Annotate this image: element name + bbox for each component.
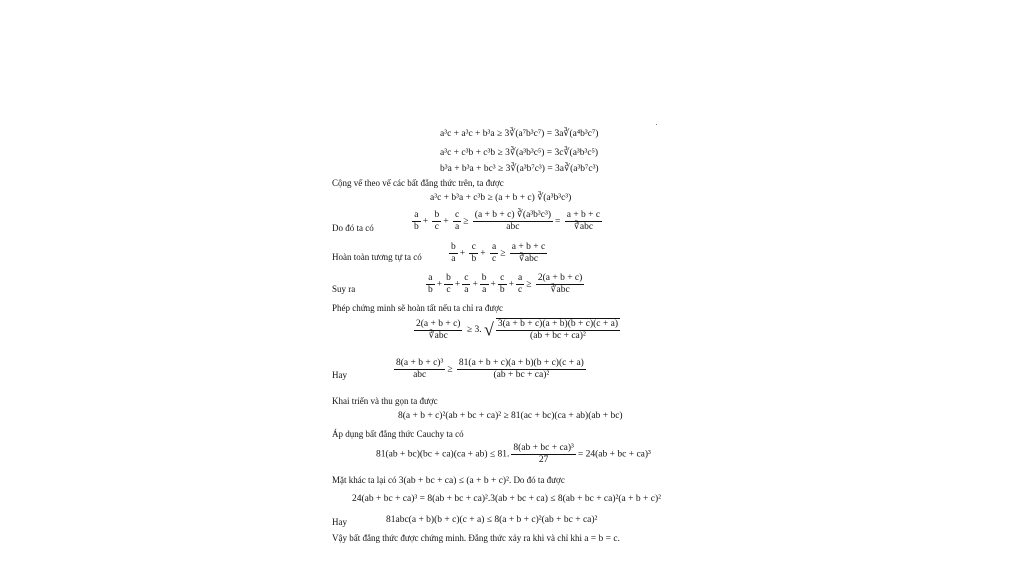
stray-dot [656, 124, 657, 125]
equation-do-do: $\frac{a}{b}$ + $\frac{b}{c}$ + $\frac{c}{a}$ ≥ $\frac{\text{(a + b + c) ∛(a³b³c³)}}{\text{abc}}$ = $\frac{a + b + c}{\text{∛abc}}$ [414, 210, 601, 232]
text-mat-khac: Mặt khác ta lại có 3(ab + bc + ca) ≤ (a + b + c)². Do đó ta được [332, 475, 565, 486]
fraction: $\frac{81(a + b + c)(a + b)(b + c)(c + a)}{\text{(ab + bc + ca)²}}$ [458, 358, 584, 380]
fraction: $\frac{b}{a}$ [451, 242, 456, 264]
equation-hay-2: 81abc(a + b)(b + c)(c + a) ≤ 8(a + b + c)²(ab + bc + ca)² [386, 515, 598, 525]
inequality-2: a³c + c³b + c³b ≥ 3∛(a³b³c⁵) = 3c∛(a³b³c⁵) [440, 148, 599, 158]
fraction: $\frac{a}{b}$ [428, 273, 433, 295]
text-do-do: Do đó ta có [332, 223, 374, 233]
fraction: $\frac{a + b + c}{\text{∛abc}}$ [511, 242, 546, 264]
text-suy-ra: Suy ra [332, 284, 356, 294]
fraction: $\frac{c}{b}$ [499, 273, 505, 295]
equation-final: 24(ab + bc + ca)³ = 8(ab + bc + ca)².3(ab + bc + ca) ≤ 8(ab + bc + ca)²(a + b + c)² [352, 494, 661, 504]
fraction: $\frac{b}{c}$ [434, 210, 440, 232]
fraction: $\frac{b}{c}$ [446, 273, 451, 295]
text-khai-trien: Khai triển và thu gọn ta được [332, 396, 438, 406]
inequality-3: b³a + b³a + bc³ ≥ 3∛(a³b⁷c³) = 3a∛(a³b⁷c³) [440, 164, 599, 174]
fraction: $\frac{2(a + b + c)}{\text{∛abc}}$ [537, 273, 583, 295]
fraction: $\frac{a}{c}$ [491, 242, 497, 264]
fraction: $\frac{\text{8(ab + bc + ca)³}}{27}$ [513, 443, 574, 465]
text-cauchy: Áp dụng bất đẳng thức Cauchy ta có [332, 429, 464, 439]
text-add: Cộng vế theo vế các bất đẳng thức trên, ta được [332, 178, 504, 188]
fraction: $\frac{b}{a}$ [481, 273, 487, 295]
text-hay-2: Hay [332, 517, 347, 527]
equation-chung-minh: $\frac{2(a + b + c)}{\text{∛abc}}$ ≥ 3. √ $\frac{3(a + b + c)(a + b)(b + c)(c + a)}{\text{(ab + bc + ca)²}}$ [416, 318, 618, 341]
fraction: $\frac{a}{c}$ [518, 273, 523, 295]
text-conclusion: Vậy bất đẳng thức được chứng minh. Đẳng thức xảy ra khi và chỉ khi a = b = c. [332, 533, 620, 544]
equation-tuong-tu: $\frac{b}{a}$ + $\frac{c}{b}$ + $\frac{a}{c}$ ≥ $\frac{a + b + c}{\text{∛abc}}$ [451, 242, 546, 264]
text-hay-1: Hay [332, 370, 347, 380]
fraction: $\frac{a + b + c}{\text{∛abc}}$ [566, 210, 601, 232]
fraction: $\frac{c}{a}$ [464, 273, 469, 295]
text-tuong-tu: Hoàn toàn tương tự ta có [332, 252, 422, 262]
equation-khai-trien: 8(a + b + c)²(ab + bc + ca)² ≥ 81(ac + bc)(ca + ab)(ab + bc) [398, 411, 623, 421]
inequality-1: a³c + a³c + b³a ≥ 3∛(a⁷b³c⁷) = 3a∛(a⁴b³c⁷) [440, 129, 599, 139]
fraction: $\frac{a}{b}$ [414, 210, 419, 232]
fraction: $\frac{\text{(a + b + c) ∛(a³b³c³)}}{\text{abc}}$ [474, 210, 551, 232]
fraction: $\frac{3(a + b + c)(a + b)(b + c)(c + a)}{\text{(ab + bc + ca)²}}$ [497, 319, 618, 341]
fraction: $\frac{2(a + b + c)}{\text{∛abc}}$ [416, 318, 461, 341]
fraction: $\frac{c}{b}$ [471, 242, 477, 264]
equation-sum: a³c + b³a + c³b ≥ (a + b + c) ∛(a³b³c³) [430, 193, 572, 203]
fraction: $\frac{c}{a}$ [454, 210, 460, 232]
equation-suy-ra: $\frac{a}{b}$ + $\frac{b}{c}$ + $\frac{c}{a}$ + $\frac{b}{a}$ + $\frac{c}{b}$ + $\frac{a}{c}$ ≥ $\frac{2(a + b + c)}{\text{∛abc}}$ [428, 273, 583, 295]
equation-cauchy: 81(ab + bc)(bc + ca)(ca + ab) ≤ 81. $\frac{\text{8(ab + bc + ca)³}}{27}$ = 24(ab + bc + ca)³ [376, 443, 651, 465]
equation-hay-1: $\frac{\text{8(a + b + c)³}}{\text{abc}}$ ≥ $\frac{81(a + b + c)(a + b)(b + c)(c + a)}{\text{(ab + bc + ca)²}}$ [396, 358, 584, 380]
text-chung-minh: Phép chứng minh sẽ hoàn tất nếu ta chỉ ra được [332, 303, 503, 313]
fraction: $\frac{\text{8(a + b + c)³}}{\text{abc}}$ [396, 358, 444, 380]
